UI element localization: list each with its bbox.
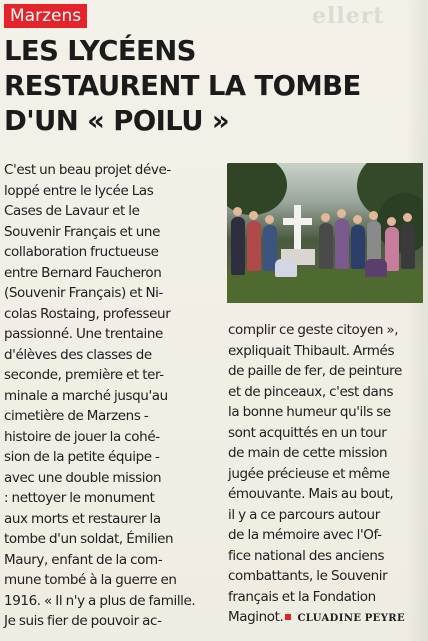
text-line: la bonne humeur qu'ils se — [228, 404, 391, 420]
text-line: de paille de fer, de peinture — [228, 363, 402, 379]
text-line: et de pinceaux, c'est dans — [228, 383, 394, 400]
article-headline — [4, 34, 424, 139]
text-line: seconde, première et ter- — [4, 367, 164, 383]
article-column-right — [228, 320, 424, 630]
author-signature: CLUADINE PEYRE — [297, 613, 405, 624]
text-line: avec une double mission — [4, 469, 162, 486]
headline-line-1: LES LYCÉENS — [4, 35, 196, 67]
text-line: complir ce geste citoyen », — [228, 322, 399, 338]
text-line: émouvante. Mais au bout, — [228, 486, 394, 502]
text-line: 1916. « Il n'y a plus de famille. — [4, 592, 196, 609]
text-line: combattants, le Souvenir — [228, 568, 388, 584]
text-line: cimetière de Marzens - — [4, 408, 149, 424]
text-line: Cases de Lavaur et le — [4, 203, 140, 219]
text-line: expliquait Thibault. Armés — [228, 342, 395, 359]
text-line: loppé entre le lycée Las — [4, 182, 154, 199]
text-line: (Souvenir Français) et Ni- — [4, 285, 164, 301]
text-line: aux morts et restaurer la — [4, 510, 161, 527]
text-line: colas Rostaing, professeur — [4, 305, 171, 322]
text-line: sion de la petite équipe - — [4, 449, 160, 465]
text-line: fice national des anciens — [228, 547, 385, 564]
end-of-article-marker — [285, 614, 291, 620]
text-line: tombe d'un soldat, Émilien — [4, 531, 174, 547]
article-photo — [227, 163, 423, 303]
cross-icon — [294, 205, 301, 251]
text-line: minale a marché jusqu'au — [4, 387, 168, 404]
text-line: : nettoyer le monument — [4, 490, 155, 506]
text-line: histoire de jouer la cohé- — [4, 428, 160, 445]
text-line: Maury, enfant de la com- — [4, 551, 163, 568]
text-line: français et la Fondation — [228, 588, 376, 605]
text-line: collaboration fructueuse — [4, 244, 159, 260]
text-line: Maginot. — [228, 609, 284, 625]
text-line: Souvenir Français et une — [4, 223, 160, 240]
text-line: de la mémoire avec l'Of- — [228, 527, 382, 543]
article-column-left — [4, 160, 216, 632]
bleed-through-text: ellert — [312, 3, 385, 29]
text-line: de main de cette mission — [228, 445, 388, 461]
headline-line-3: D'UN « POILU » — [4, 105, 230, 137]
text-line: entre Bernard Faucheron — [4, 264, 162, 281]
section-kicker: Marzens — [4, 4, 87, 28]
text-line: mune tombé à la guerre en — [4, 572, 177, 588]
text-line: jugée précieuse et même — [228, 465, 390, 482]
text-line: il y a ce parcours autour — [228, 506, 380, 523]
headline-line-2: RESTAURENT LA TOMBE — [4, 70, 361, 102]
text-line: sont acquittés en un tour — [228, 424, 387, 441]
text-line: C'est un beau projet déve- — [4, 162, 171, 178]
text-line: Je suis fier de pouvoir ac- — [4, 613, 162, 629]
text-line: d'élèves des classes de — [4, 346, 152, 363]
text-line: passionné. Une trentaine — [4, 326, 163, 342]
